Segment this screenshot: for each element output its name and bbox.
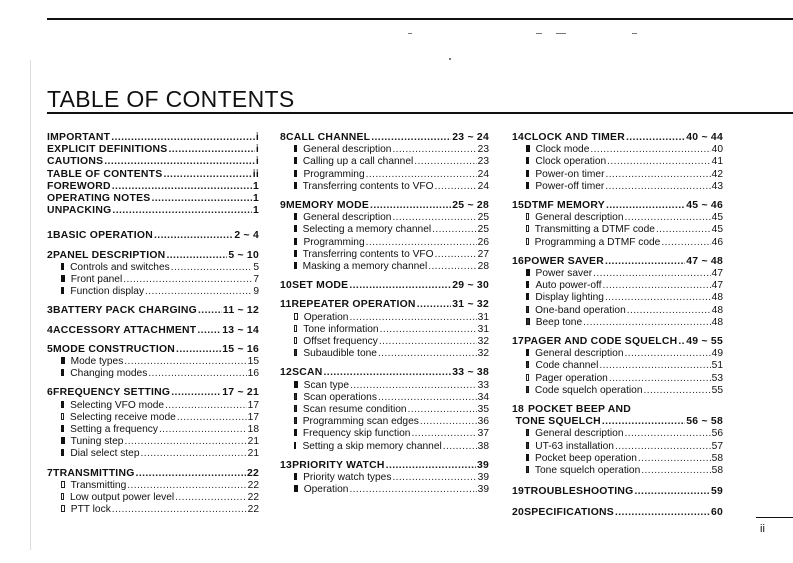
toc-subentry[interactable]: Subaudible tone ..... 32 (280, 348, 489, 360)
section-heading[interactable]: 5 MODE CONSTRUCTION ..... 15 ~ 16 (47, 344, 259, 356)
toc-subentry[interactable]: Masking a memory channel ..... 28 (280, 261, 489, 273)
toc-subentry[interactable]: Offset frequency ..... 32 (280, 336, 489, 348)
section-7 (47, 468, 259, 517)
filled-square-icon (526, 349, 529, 356)
section-1 (47, 230, 259, 242)
filled-square-icon (61, 425, 64, 432)
section-4 (47, 325, 259, 337)
empty-square-icon (61, 413, 64, 420)
toc-subentry[interactable]: Selecting receive mode ..... 17 (47, 412, 259, 424)
empty-square-icon (294, 313, 298, 320)
section-3 (47, 305, 259, 317)
section-8 (280, 132, 489, 193)
toc-subentry[interactable]: Power-on timer ..... 42 (512, 169, 723, 181)
filled-square-icon (294, 182, 297, 189)
section-17 (512, 336, 723, 397)
section-heading[interactable]: 13 PRIORITY WATCH ..... 39 (280, 460, 489, 472)
page-number: ii (760, 523, 765, 535)
toc-entry[interactable]: TABLE OF CONTENTS ..... ii (47, 169, 259, 181)
filled-square-icon (526, 269, 530, 276)
toc-subentry[interactable]: Transferring contents to VFO ..... 27 (280, 249, 489, 261)
toc-subentry[interactable]: Calling up a call channel ..... 23 (280, 156, 489, 168)
toc-subentry[interactable]: Programming ..... 26 (280, 237, 489, 249)
filled-square-icon (61, 369, 64, 376)
halftone-square-icon (526, 306, 529, 313)
toc-subentry[interactable]: General description ..... 49 (512, 348, 723, 360)
section-16 (512, 256, 723, 329)
toc-subentry[interactable]: Power-off timer ..... 43 (512, 181, 723, 193)
section-heading[interactable]: 20 SPECIFICATIONS ..... 60 (512, 507, 723, 519)
filled-square-icon (61, 275, 65, 282)
toc-subentry[interactable]: Frequency skip function ..... 37 (280, 428, 489, 440)
toc-subentry[interactable]: Code channel ..... 51 (512, 360, 723, 372)
toc-subentry[interactable]: General description ..... 25 (280, 212, 489, 224)
halftone-square-icon (526, 318, 530, 325)
halftone-square-icon (526, 361, 529, 368)
toc-subentry[interactable]: General description ..... 23 (280, 144, 489, 156)
filled-square-icon (294, 145, 297, 152)
halftone-square-icon (294, 417, 297, 424)
filled-square-icon (61, 287, 64, 294)
page-title: TABLE OF CONTENTS (47, 86, 295, 112)
filled-square-icon (294, 381, 298, 388)
empty-square-icon (61, 481, 65, 488)
toc-subentry[interactable]: Selecting VFO mode ..... 17 (47, 400, 259, 412)
toc-entry[interactable]: OPERATING NOTES ..... 1 (47, 193, 259, 205)
toc-subentry[interactable]: Programming ..... 24 (280, 169, 489, 181)
toc-subentry[interactable]: Low output power level ..... 22 (47, 492, 259, 504)
section-heading[interactable]: 17 PAGER AND CODE SQUELCH ..... 49 ~ 55 (512, 336, 723, 348)
section-heading[interactable]: 1 BASIC OPERATION ..... 2 ~ 4 (47, 230, 259, 242)
section-heading[interactable]: 10 SET MODE ..... 29 ~ 30 (280, 280, 489, 292)
toc-entry[interactable]: UNPACKING ..... 1 (47, 205, 259, 217)
toc-subentry[interactable]: Setting a skip memory channel ..... 38 (280, 441, 489, 453)
empty-square-icon (526, 213, 529, 220)
section-heading[interactable]: 9 MEMORY MODE ..... 25 ~ 28 (280, 200, 489, 212)
section-heading[interactable]: 11 REPEATER OPERATION ..... 31 ~ 32 (280, 299, 489, 311)
section-19 (512, 486, 723, 498)
toc-column-3 (512, 132, 723, 527)
scan-edge-line (30, 60, 31, 550)
filled-square-icon (294, 238, 297, 245)
halftone-square-icon (294, 393, 297, 400)
toc-entry[interactable]: EXPLICIT DEFINITIONS ..... i (47, 144, 259, 156)
halftone-square-icon (294, 349, 297, 356)
toc-subentry[interactable]: Power saver ..... 47 (512, 268, 723, 280)
section-heading[interactable]: 2 PANEL DESCRIPTION ..... 5 ~ 10 (47, 250, 259, 262)
toc-subentry[interactable]: Operation ..... 39 (280, 484, 489, 496)
filled-square-icon (61, 263, 64, 270)
halftone-square-icon (526, 442, 529, 449)
toc-subentry[interactable]: Beep tone ..... 48 (512, 317, 723, 329)
toc-subentry[interactable]: Auto power-off ..... 47 (512, 280, 723, 292)
filled-square-icon (294, 250, 297, 257)
empty-square-icon (526, 225, 529, 232)
toc-subentry[interactable]: Pager operation ..... 53 (512, 373, 723, 385)
toc-subentry[interactable]: Display lighting ..... 48 (512, 292, 723, 304)
halftone-square-icon (526, 466, 529, 473)
top-rule (47, 18, 793, 20)
toc-subentry[interactable]: Scan operations ..... 34 (280, 392, 489, 404)
front-matter-list (47, 132, 259, 217)
empty-square-icon (61, 493, 64, 500)
toc-subentry[interactable]: General description ..... 45 (512, 212, 723, 224)
toc-subentry[interactable]: Setting a frequency ..... 18 (47, 424, 259, 436)
filled-square-icon (526, 182, 529, 189)
filled-square-icon (526, 454, 529, 461)
empty-square-icon (526, 374, 529, 381)
section-15 (512, 200, 723, 249)
filled-square-icon (294, 485, 298, 492)
toc-subentry[interactable]: Scan type ..... 33 (280, 380, 489, 392)
filled-square-icon (294, 262, 297, 269)
filled-square-icon (294, 225, 297, 232)
section-heading[interactable]: 7 TRANSMITTING ..... 22 (47, 468, 259, 480)
toc-subentry[interactable]: Pocket beep operation ..... 58 (512, 453, 723, 465)
filled-square-icon (61, 437, 65, 444)
filled-square-icon (526, 145, 530, 152)
toc-entry[interactable]: IMPORTANT ..... i (47, 132, 259, 144)
empty-square-icon (61, 505, 65, 512)
toc-subentry[interactable]: Operation ..... 31 (280, 312, 489, 324)
section-11 (280, 299, 489, 360)
toc-subentry[interactable]: Clock mode ..... 40 (512, 144, 723, 156)
empty-square-icon (526, 238, 529, 245)
section-heading[interactable]: 6 FREQUENCY SETTING ..... 17 ~ 21 (47, 387, 259, 399)
filled-square-icon (61, 401, 64, 408)
filled-square-icon (294, 213, 297, 220)
page-number-rule (756, 517, 793, 518)
toc-subentry[interactable]: Tone information ..... 31 (280, 324, 489, 336)
toc-entry[interactable]: FOREWORD ..... 1 (47, 181, 259, 193)
title-rule (47, 112, 793, 114)
section-2 (47, 250, 259, 299)
section-12 (280, 367, 489, 452)
section-heading[interactable]: 16 POWER SAVER ..... 47 ~ 48 (512, 256, 723, 268)
toc-subentry[interactable]: Changing modes ..... 16 (47, 368, 259, 380)
section-heading[interactable]: 3 BATTERY PACK CHARGING ..... 11 ~ 12 (47, 305, 259, 317)
toc-subentry[interactable]: PTT lock ..... 22 (47, 504, 259, 516)
section-heading[interactable]: 15 DTMF MEMORY ..... 45 ~ 46 (512, 200, 723, 212)
halftone-square-icon (526, 386, 529, 393)
toc-column-1 (47, 132, 259, 523)
halftone-square-icon (294, 405, 297, 412)
toc-subentry[interactable]: Mode types ..... 15 (47, 356, 259, 368)
section-heading[interactable]: 4 ACCESSORY ATTACHMENT ..... 13 ~ 14 (47, 325, 259, 337)
halftone-square-icon (294, 442, 296, 449)
toc-subentry[interactable]: General description ..... 56 (512, 428, 723, 440)
toc-subentry[interactable]: One-band operation ..... 48 (512, 305, 723, 317)
filled-square-icon (294, 429, 297, 436)
toc-subentry[interactable]: Transmitting ..... 22 (47, 480, 259, 492)
toc-subentry[interactable]: Clock operation ..... 41 (512, 156, 723, 168)
section-heading[interactable]: 18 POCKET BEEP AND (512, 404, 632, 416)
filled-square-icon (294, 170, 297, 177)
filled-square-icon (61, 357, 65, 364)
section-heading[interactable]: 12 SCAN ..... 33 ~ 38 (280, 367, 489, 379)
toc-subentry[interactable]: Tone squelch operation ..... 58 (512, 465, 723, 477)
section-13 (280, 460, 489, 497)
section-14 (512, 132, 723, 193)
section-heading-continued[interactable]: TONE SQUELCH ..... 56 ~ 58 (512, 416, 723, 428)
toc-subentry[interactable]: Programming a DTMF code ..... 46 (512, 237, 723, 249)
toc-subentry[interactable]: Front panel ..... 7 (47, 274, 259, 286)
section-heading[interactable]: 8 CALL CHANNEL ..... 23 ~ 24 (280, 132, 489, 144)
toc-subentry[interactable]: Dial select step ..... 21 (47, 448, 259, 460)
filled-square-icon (61, 449, 64, 456)
toc-subentry[interactable]: Tuning step ..... 21 (47, 436, 259, 448)
filled-square-icon (526, 281, 529, 288)
section-9 (280, 200, 489, 273)
section-heading[interactable]: 19 TROUBLESHOOTING ..... 59 (512, 486, 723, 498)
toc-entry[interactable]: CAUTIONS ..... i (47, 156, 259, 168)
filled-square-icon (294, 473, 297, 480)
filled-square-icon (526, 170, 529, 177)
toc-subentry[interactable]: Programming scan edges ..... 36 (280, 416, 489, 428)
toc-subentry[interactable]: Transmitting a DTMF code ..... 45 (512, 224, 723, 236)
section-6 (47, 387, 259, 460)
toc-subentry[interactable]: Selecting a memory channel ..... 25 (280, 224, 489, 236)
section-10 (280, 280, 489, 292)
toc-column-2 (280, 132, 489, 503)
filled-square-icon (526, 157, 529, 164)
toc-subentry[interactable]: Scan resume condition ..... 35 (280, 404, 489, 416)
section-heading[interactable]: 14 CLOCK AND TIMER ..... 40 ~ 44 (512, 132, 723, 144)
halftone-square-icon (526, 429, 529, 436)
toc-subentry[interactable]: Priority watch types ..... 39 (280, 472, 489, 484)
section-5 (47, 344, 259, 381)
filled-square-icon (526, 293, 529, 300)
section-20 (512, 507, 723, 519)
toc-subentry[interactable]: Function display ..... 9 (47, 286, 259, 298)
empty-square-icon (294, 337, 297, 344)
toc-subentry[interactable]: Code squelch operation ..... 55 (512, 385, 723, 397)
toc-subentry[interactable]: UT-63 installation ..... 57 (512, 441, 723, 453)
filled-square-icon (294, 157, 297, 164)
toc-subentry[interactable]: Transferring contents to VFO ..... 24 (280, 181, 489, 193)
empty-square-icon (294, 325, 297, 332)
section-18 (512, 404, 723, 477)
toc-subentry[interactable]: Controls and switches ..... 5 (47, 262, 259, 274)
